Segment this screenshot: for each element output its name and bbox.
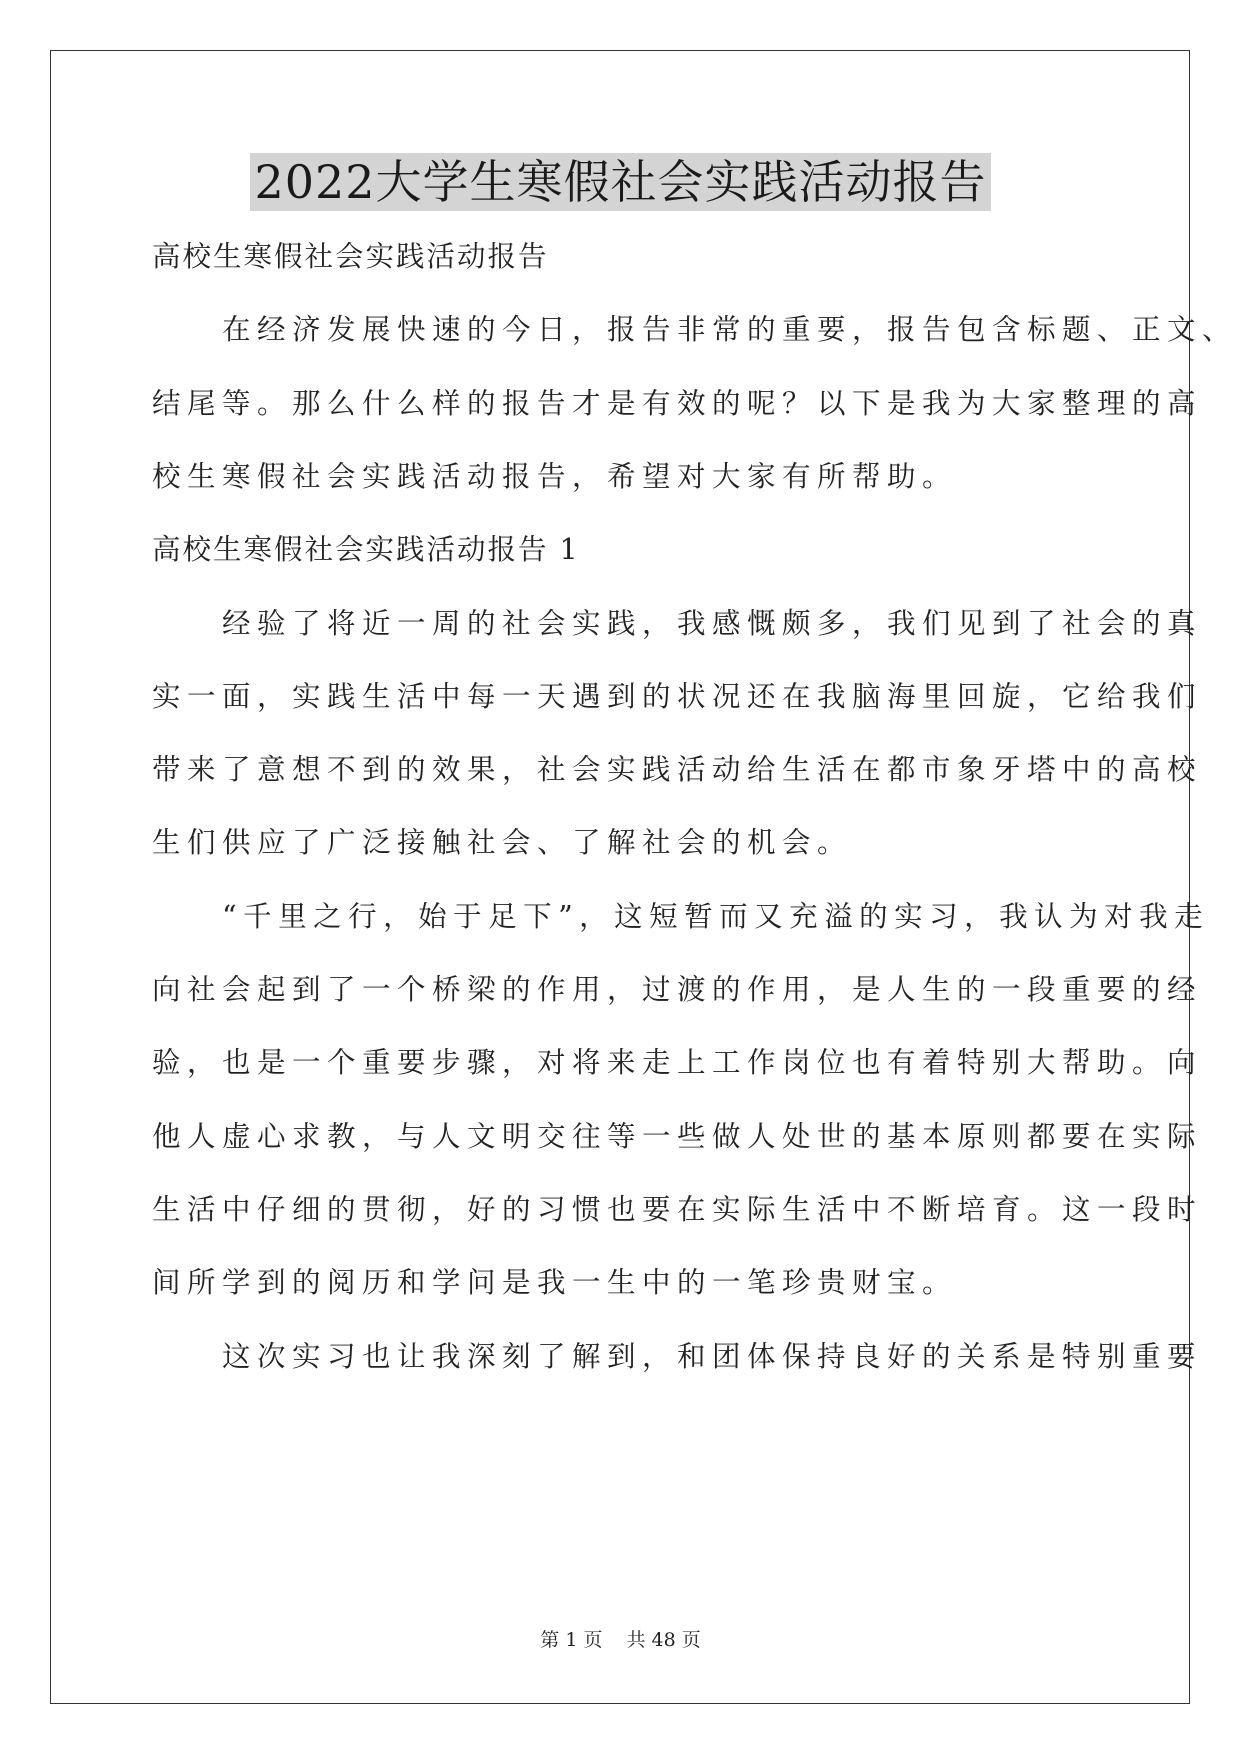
paragraph-line: 生们供应了广泛接触社会、了解社会的机会。 xyxy=(152,826,853,860)
section-heading: 高校生寒假社会实践活动报告 1 xyxy=(152,533,580,567)
paragraph-line: 带来了意想不到的效果，社会实践活动给生活在都市象牙塔中的高校 xyxy=(152,753,1203,787)
paragraph-line: 间所学到的阅历和学问是我一生中的一笔珍贵财宝。 xyxy=(152,1266,958,1300)
paragraph-line: 校生寒假社会实践活动报告，希望对大家有所帮助。 xyxy=(152,459,958,493)
paragraph-line: 这次实习也让我深刻了解到，和团体保持良好的关系是特别重要 xyxy=(152,1339,1203,1373)
page-total: 共 48 页 xyxy=(626,1629,701,1651)
document-title: 2022大学生寒假社会实践活动报告 xyxy=(250,153,990,211)
paragraph-line: 在经济发展快速的今日，报告非常的重要，报告包含标题、正文、 xyxy=(152,313,1238,347)
title-container xyxy=(0,153,1241,211)
section-heading: 高校生寒假社会实践活动报告 xyxy=(152,240,549,273)
paragraph-line: “千里之行，始于足下”，这短暂而又充溢的实习，我认为对我走 xyxy=(152,899,1210,933)
paragraph-line: 向社会起到了一个桥梁的作用，过渡的作用，是人生的一段重要的经 xyxy=(152,973,1203,1006)
page-number: 第 1 页 xyxy=(540,1629,603,1651)
paragraph-line: 实一面，实践生活中每一天遇到的状况还在我脑海里回旋，它给我们 xyxy=(152,679,1203,713)
paragraph-line: 经验了将近一周的社会实践，我感慨颇多，我们见到了社会的真 xyxy=(152,606,1203,640)
paragraph-line: 生活中仔细的贯彻，好的习惯也要在实际生活中不断培育。这一段时 xyxy=(152,1192,1203,1226)
paragraph-line: 验，也是一个重要步骤，对将来走上工作岗位也有着特别大帮助。向 xyxy=(152,1046,1203,1080)
paragraph-line: 他人虚心求教，与人文明交往等一些做人处世的基本原则都要在实际 xyxy=(152,1119,1203,1153)
page-footer xyxy=(0,1625,1241,1652)
paragraph-line: 结尾等。那么什么样的报告才是有效的呢？以下是我为大家整理的高 xyxy=(152,386,1203,420)
page-border xyxy=(50,50,1190,1704)
